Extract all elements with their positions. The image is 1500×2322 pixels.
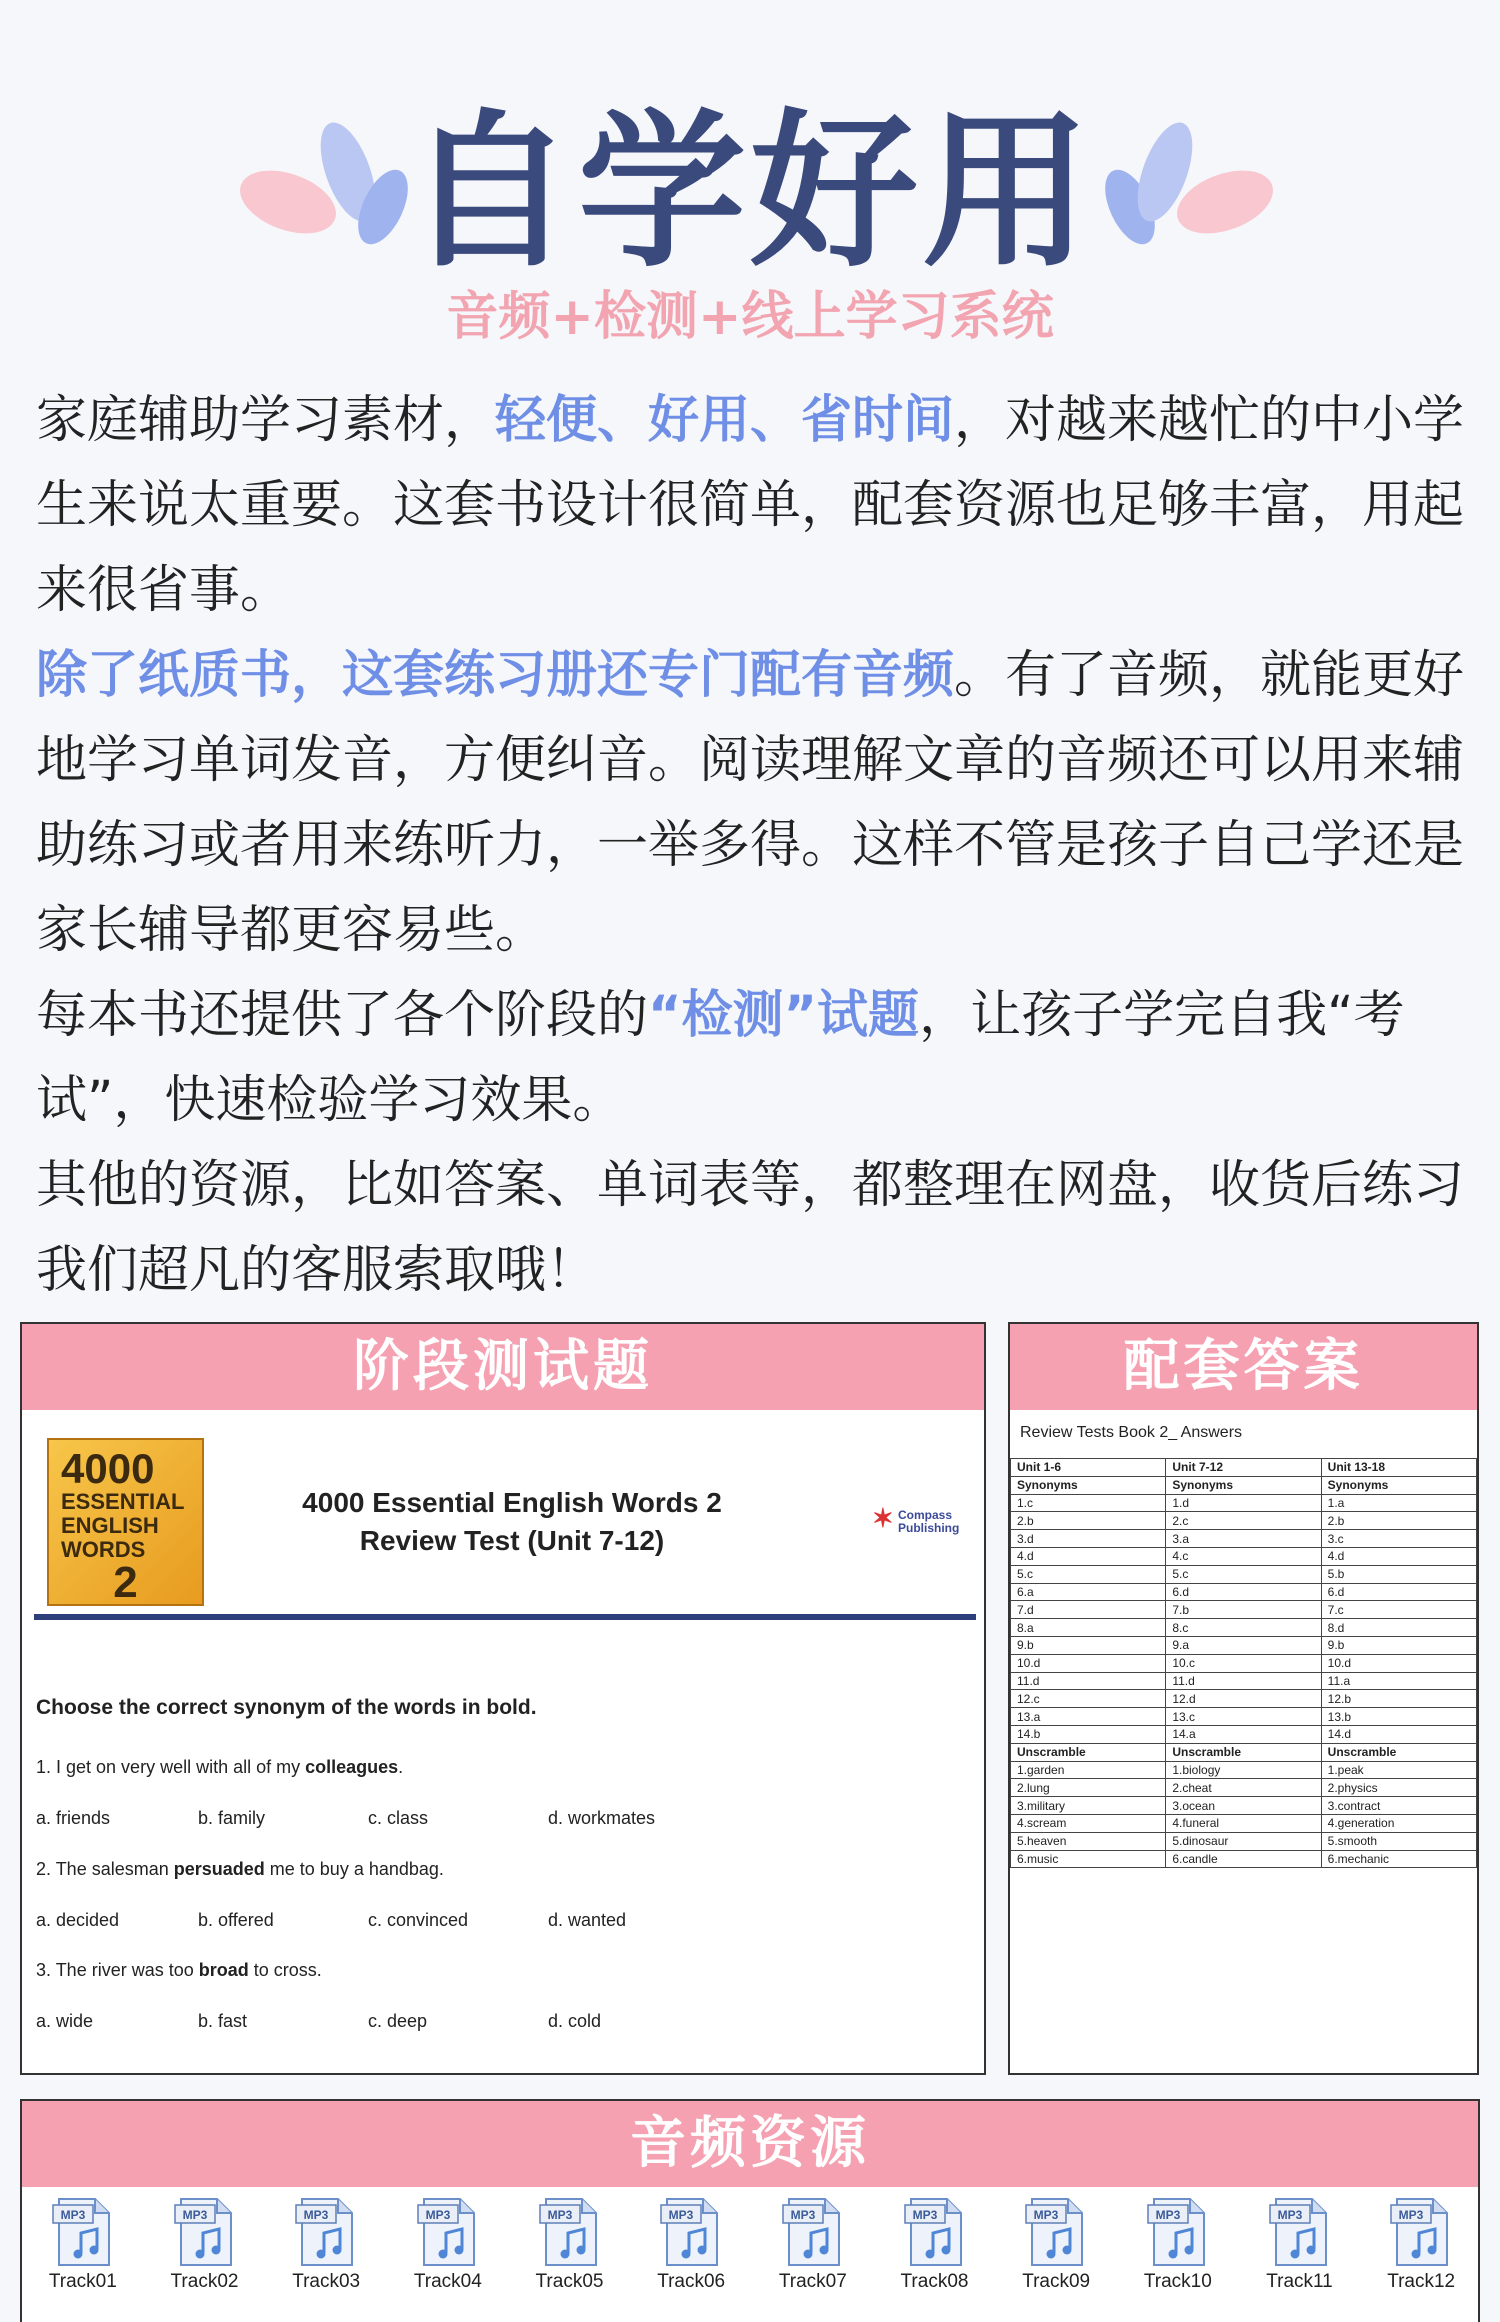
mp3-badge-label: MP3	[1277, 2208, 1302, 2222]
mp3-badge-label: MP3	[182, 2208, 207, 2222]
audio-track[interactable]	[1006, 2197, 1106, 2293]
table-cell: 6.a	[1011, 1583, 1166, 1601]
table-cell: Unit 13-18	[1321, 1459, 1476, 1477]
question-text: me to buy a handbag.	[264, 1859, 444, 1879]
mp3-file-icon	[659, 2197, 723, 2267]
answers-panel-heading: 配套答案	[1010, 1324, 1477, 1410]
table-row	[1011, 1636, 1477, 1654]
question-text: 2. The salesman	[36, 1859, 174, 1879]
mp3-file-icon	[51, 2197, 115, 2267]
table-row	[1011, 1547, 1477, 1565]
intro-paragraph	[36, 633, 1466, 973]
table-cell: 11.d	[1011, 1672, 1166, 1690]
table-cell: Unscramble	[1011, 1743, 1166, 1761]
table-cell: 5.smooth	[1321, 1832, 1476, 1850]
table-cell: 7.b	[1166, 1601, 1321, 1619]
table-cell: 12.b	[1321, 1690, 1476, 1708]
page-subtitle: 音频+检测+线上学习系统	[446, 287, 1054, 347]
table-cell: 12.d	[1166, 1690, 1321, 1708]
audio-track[interactable]	[398, 2197, 498, 2293]
table-cell: 5.c	[1011, 1565, 1166, 1583]
mp3-file-icon	[1389, 2197, 1453, 2267]
table-cell: Synonyms	[1166, 1476, 1321, 1494]
table-row	[1011, 1530, 1477, 1548]
mp3-badge-label: MP3	[425, 2208, 451, 2222]
table-cell: 4.scream	[1011, 1814, 1166, 1832]
leaf-decoration-icon	[1085, 112, 1285, 262]
intro-text-span: ，让孩子学完自我“考试”，快速检验学习效果。	[36, 986, 1405, 1130]
track-label: Track11	[1266, 2271, 1333, 2292]
table-cell: 9.b	[1011, 1636, 1166, 1654]
table-cell: 8.d	[1321, 1619, 1476, 1637]
answer-option: c. convinced	[368, 1910, 469, 1930]
table-row	[1011, 1850, 1477, 1868]
table-row	[1011, 1672, 1477, 1690]
table-cell: 3.c	[1321, 1530, 1476, 1548]
cover-text: ESSENTIAL	[61, 1489, 185, 1514]
question-keyword: broad	[198, 1960, 249, 1980]
track-label: Track10	[1143, 2271, 1212, 2292]
track-label: Track06	[657, 2271, 726, 2292]
intro-paragraph	[36, 973, 1466, 1143]
mp3-file-icon	[1146, 2197, 1210, 2267]
table-cell: 1.garden	[1011, 1761, 1166, 1779]
publisher-logo	[872, 1503, 972, 1549]
question-text: 3. The river was too	[36, 1960, 199, 1980]
table-cell: 3.contract	[1321, 1797, 1476, 1815]
test-title	[262, 1484, 762, 1560]
cover-text: ENGLISH	[61, 1513, 159, 1538]
track-label: Track08	[900, 2271, 969, 2292]
track-label: Track01	[48, 2271, 117, 2292]
table-cell: Unit 7-12	[1166, 1459, 1321, 1477]
mp3-badge-label: MP3	[790, 2208, 816, 2222]
answer-option: b. fast	[198, 2011, 248, 2031]
table-cell: 5.dinosaur	[1166, 1832, 1321, 1850]
question-line	[36, 1757, 403, 1778]
mp3-badge-label: MP3	[303, 2208, 329, 2222]
table-cell: 5.heaven	[1011, 1832, 1166, 1850]
table-cell: 13.b	[1321, 1708, 1476, 1726]
audio-track[interactable]	[1128, 2197, 1228, 2293]
track-label: Track07	[778, 2271, 847, 2292]
table-row	[1011, 1476, 1477, 1494]
table-cell: 6.candle	[1166, 1850, 1321, 1868]
audio-track[interactable]	[1371, 2197, 1471, 2293]
table-cell: 5.b	[1321, 1565, 1476, 1583]
table-cell: 13.a	[1011, 1708, 1166, 1726]
table-cell: 2.b	[1011, 1512, 1166, 1530]
track-label: Track05	[535, 2271, 604, 2292]
table-cell: 8.c	[1166, 1619, 1321, 1637]
test-title-line: 4000 Essential English Words 2	[302, 1487, 722, 1518]
table-cell: 3.military	[1011, 1797, 1166, 1815]
answer-option: b. family	[198, 1808, 266, 1828]
audio-track[interactable]	[641, 2197, 741, 2293]
table-cell: 1.a	[1321, 1494, 1476, 1512]
table-cell: 3.ocean	[1166, 1797, 1321, 1815]
intro-paragraph	[36, 378, 1466, 633]
audio-track[interactable]	[155, 2197, 255, 2293]
table-cell: Unit 1-6	[1011, 1459, 1166, 1477]
table-cell: 1.c	[1011, 1494, 1166, 1512]
track-label: Track04	[413, 2271, 482, 2292]
mp3-file-icon	[903, 2197, 967, 2267]
table-cell: 3.a	[1166, 1530, 1321, 1548]
answer-option: a. friends	[36, 1808, 111, 1828]
answers-caption: Review Tests Book 2_ Answers	[1020, 1424, 1243, 1441]
intro-text-span: 每本书还提供了各个阶段的	[36, 986, 649, 1045]
mp3-badge-label: MP3	[60, 2208, 86, 2222]
table-row	[1011, 1494, 1477, 1512]
table-cell: 6.mechanic	[1321, 1850, 1476, 1868]
question-instruction: Choose the correct synonym of the words in bold.	[36, 1696, 537, 1719]
table-cell: 2.physics	[1321, 1779, 1476, 1797]
answers-panel	[1008, 1322, 1479, 2075]
table-cell: 4.d	[1321, 1547, 1476, 1565]
table-row	[1011, 1761, 1477, 1779]
table-row	[1011, 1743, 1477, 1761]
mp3-badge-label: MP3	[912, 2208, 937, 2222]
table-cell: 4.d	[1011, 1547, 1166, 1565]
answer-option: c. deep	[368, 2011, 428, 2031]
audio-track[interactable]	[885, 2197, 985, 2293]
test-title-line: Review Test (Unit 7-12)	[359, 1525, 665, 1556]
table-row	[1011, 1565, 1477, 1583]
table-row	[1011, 1797, 1477, 1815]
table-row	[1011, 1832, 1477, 1850]
mp3-file-icon	[1024, 2197, 1088, 2267]
track-label: Track09	[1022, 2271, 1091, 2292]
table-row	[1011, 1708, 1477, 1726]
table-cell: 14.d	[1321, 1725, 1476, 1743]
mp3-file-icon	[1268, 2197, 1332, 2267]
question-text: 1. I get on very well with all of my	[36, 1757, 306, 1777]
publisher-name: Compass Publishing	[898, 1508, 960, 1535]
table-row	[1011, 1690, 1477, 1708]
star-logo-icon: ✶	[872, 1503, 894, 1533]
table-cell: 6.d	[1321, 1583, 1476, 1601]
question-keyword: colleagues	[305, 1757, 399, 1777]
mp3-badge-label: MP3	[668, 2208, 694, 2222]
hero-header	[0, 0, 1500, 380]
track-label: Track12	[1387, 2271, 1456, 2292]
mp3-file-icon	[416, 2197, 480, 2267]
table-cell: 2.lung	[1011, 1779, 1166, 1797]
table-cell: 7.c	[1321, 1601, 1476, 1619]
table-cell: 2.b	[1321, 1512, 1476, 1530]
table-cell: 6.d	[1166, 1583, 1321, 1601]
intro-text-span: 家庭辅助学习素材，	[36, 391, 496, 450]
question-text: .	[398, 1757, 404, 1777]
table-cell: 2.c	[1166, 1512, 1321, 1530]
tests-panel	[20, 1322, 986, 2075]
audio-track[interactable]	[763, 2197, 863, 2293]
table-cell: 8.a	[1011, 1619, 1166, 1637]
table-cell: 4.c	[1166, 1547, 1321, 1565]
table-cell: 12.c	[1011, 1690, 1166, 1708]
intro-text-span: 。有了音频，就能更好地学习单词发音，方便纠音。阅读理解文章的音频还可以用来辅助练习或者用来练听力，一举多得。这样不管是孩子自己学还是家长辅导都更容易些。	[36, 646, 1465, 960]
table-cell: 1.d	[1166, 1494, 1321, 1512]
table-cell: 4.generation	[1321, 1814, 1476, 1832]
audio-panel-heading: 音频资源	[22, 2101, 1478, 2187]
table-cell: Synonyms	[1011, 1476, 1166, 1494]
table-row	[1011, 1512, 1477, 1530]
table-row	[1011, 1619, 1477, 1637]
intro-highlight: 除了纸质书，这套练习册还专门配有音频	[36, 646, 955, 705]
table-cell: 3.d	[1011, 1530, 1166, 1548]
table-cell: 13.c	[1166, 1708, 1321, 1726]
audio-track[interactable]	[1250, 2197, 1350, 2293]
table-row	[1011, 1459, 1477, 1477]
table-cell: 9.b	[1321, 1636, 1476, 1654]
table-cell: Synonyms	[1321, 1476, 1476, 1494]
audio-panel	[20, 2099, 1480, 2322]
answer-option: d. wanted	[548, 1910, 627, 1930]
table-row	[1011, 1654, 1477, 1672]
mp3-badge-label: MP3	[1033, 2208, 1059, 2222]
intro-highlight: “检测”试题	[648, 986, 920, 1045]
mp3-file-icon	[173, 2197, 237, 2267]
table-cell: 10.d	[1321, 1654, 1476, 1672]
table-cell: 10.c	[1166, 1654, 1321, 1672]
table-row	[1011, 1583, 1477, 1601]
table-cell: 11.a	[1321, 1672, 1476, 1690]
table-cell: 14.b	[1011, 1725, 1166, 1743]
answer-option: c. class	[368, 1808, 429, 1828]
question-text: to cross.	[248, 1960, 322, 1980]
table-cell: 7.d	[1011, 1601, 1166, 1619]
mp3-file-icon	[538, 2197, 602, 2267]
track-label: Track02	[170, 2271, 239, 2292]
divider-rule	[34, 1614, 976, 1620]
answer-option: b. offered	[198, 1910, 274, 1930]
audio-track[interactable]	[276, 2197, 376, 2293]
cover-text: 4000	[61, 1445, 155, 1492]
question-line	[36, 1960, 322, 1981]
table-row	[1011, 1779, 1477, 1797]
table-cell: Unscramble	[1321, 1743, 1476, 1761]
table-cell: 5.c	[1166, 1565, 1321, 1583]
table-row	[1011, 1601, 1477, 1619]
cover-text: WORDS	[61, 1537, 146, 1562]
answer-option: a. decided	[36, 1910, 120, 1930]
audio-track[interactable]	[33, 2197, 133, 2293]
table-cell: 4.funeral	[1166, 1814, 1321, 1832]
table-cell: 1.biology	[1166, 1761, 1321, 1779]
answer-option: a. wide	[36, 2011, 94, 2031]
table-cell: 11.d	[1166, 1672, 1321, 1690]
table-cell: 6.music	[1011, 1850, 1166, 1868]
book-cover-image	[47, 1438, 204, 1606]
mp3-badge-label: MP3	[1155, 2208, 1181, 2222]
table-cell: Unscramble	[1166, 1743, 1321, 1761]
table-cell: 14.a	[1166, 1725, 1321, 1743]
answer-option: d. workmates	[548, 1808, 656, 1828]
intro-paragraph: 其他的资源，比如答案、单词表等，都整理在网盘，收货后练习我们超凡的客服索取哦！	[36, 1156, 1465, 1300]
answers-table	[1010, 1458, 1477, 1868]
track-label: Track03	[292, 2271, 361, 2292]
page-title: 自学好用	[406, 94, 1094, 290]
answer-option: d. cold	[548, 2011, 602, 2031]
audio-track[interactable]	[520, 2197, 620, 2293]
table-cell: 10.d	[1011, 1654, 1166, 1672]
table-cell: 1.peak	[1321, 1761, 1476, 1779]
tests-panel-heading: 阶段测试题	[22, 1324, 984, 1410]
intro-text	[36, 378, 1466, 1313]
mp3-file-icon	[294, 2197, 358, 2267]
table-cell: 2.cheat	[1166, 1779, 1321, 1797]
mp3-badge-label: MP3	[1398, 2208, 1424, 2222]
table-row	[1011, 1814, 1477, 1832]
intro-text-span: ，对越来越忙的中小学生来说太重要。这套书设计很简单，配套资源也足够丰富，用起来很省事。	[36, 391, 1465, 620]
table-row	[1011, 1725, 1477, 1743]
mp3-file-icon	[781, 2197, 845, 2267]
cover-text: 2	[113, 1558, 138, 1607]
question-keyword: persuaded	[173, 1859, 265, 1879]
table-cell: 9.a	[1166, 1636, 1321, 1654]
mp3-badge-label: MP3	[547, 2208, 572, 2222]
intro-highlight: 轻便、好用、省时间	[495, 391, 955, 450]
question-line	[36, 1859, 444, 1880]
